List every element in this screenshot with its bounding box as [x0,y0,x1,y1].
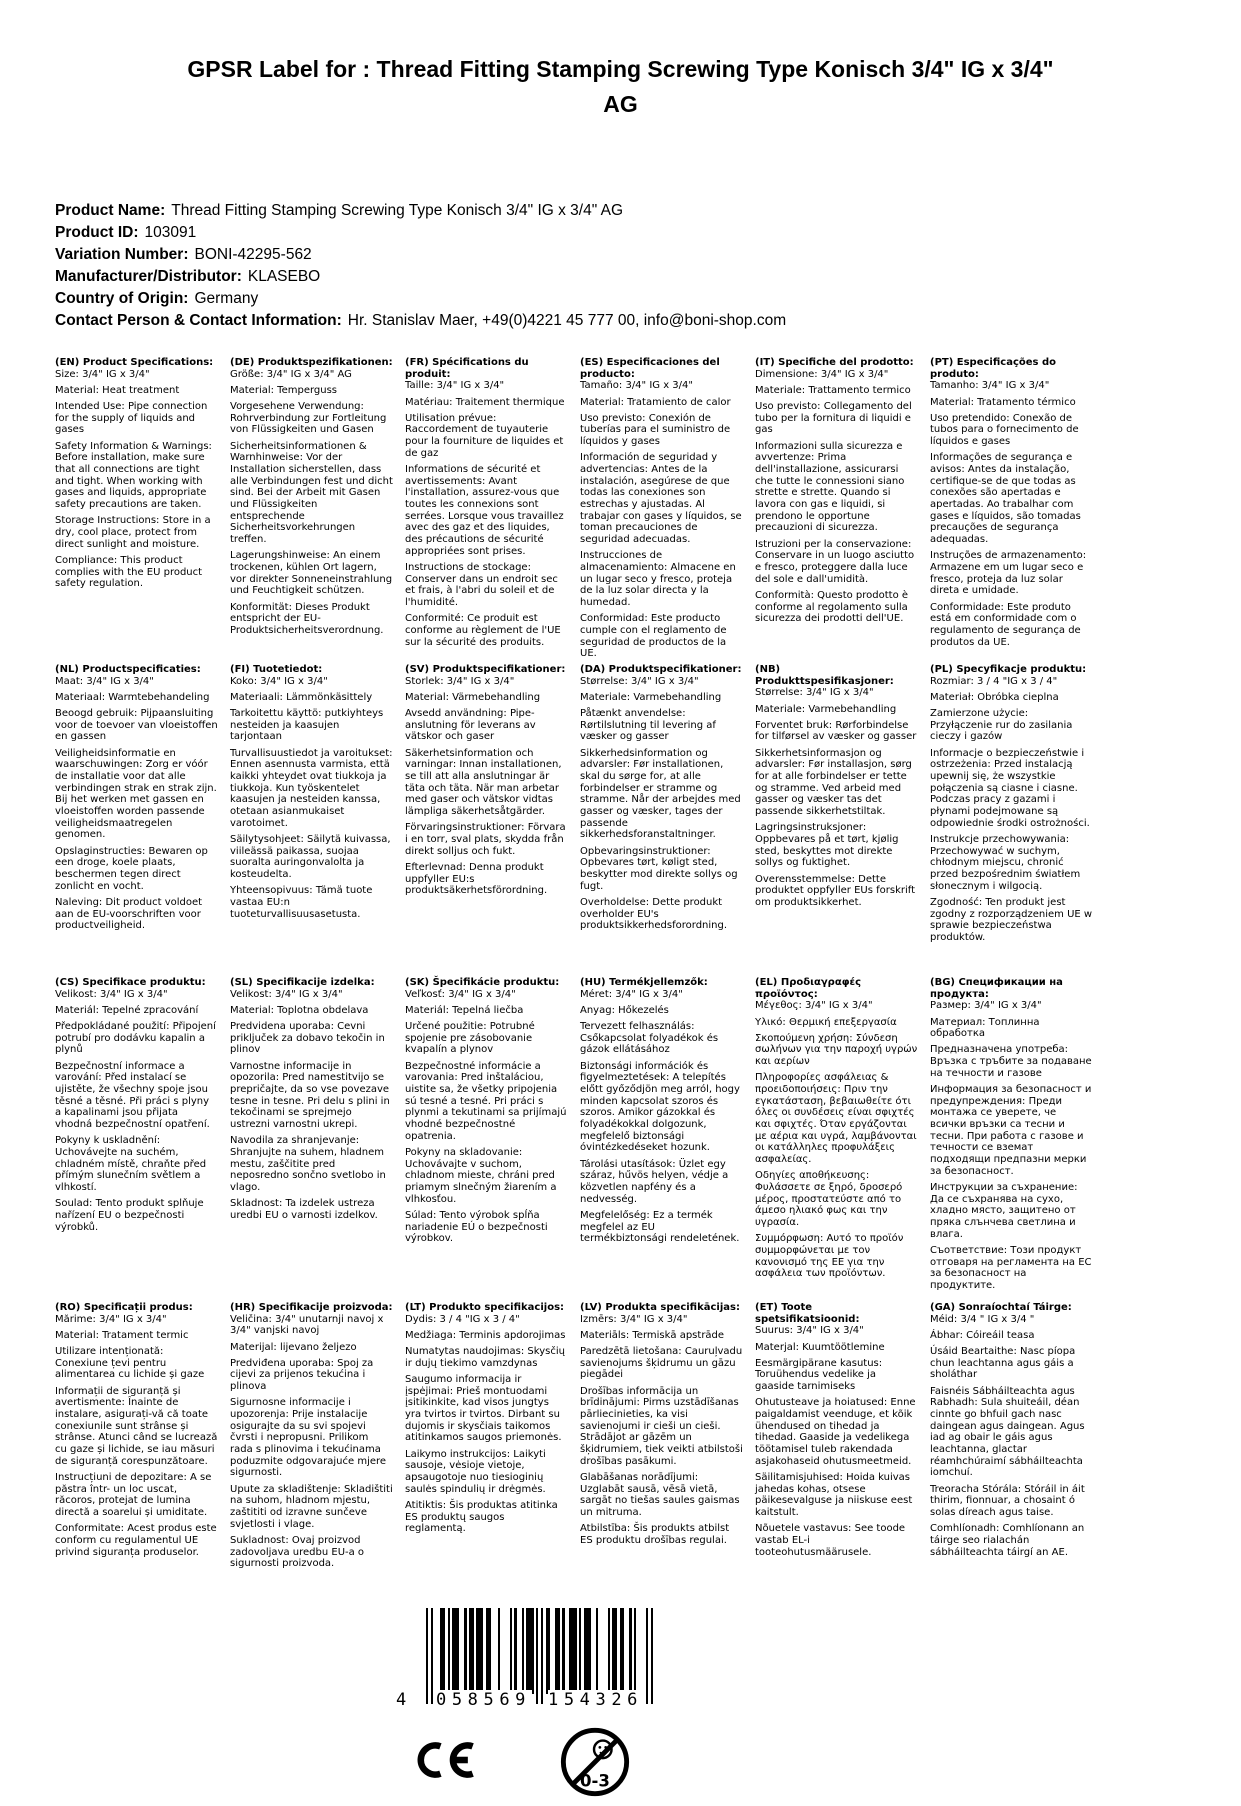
spec-paragraph: Koko: 3/4" IG x 3/4" [230,675,328,687]
spec-paragraph: Paredzētā lietošana: Cauruļvadu savienojums šķidrumu un gāzu piegādei [580,1346,743,1381]
spec-paragraph: Material: Tratamento térmico [930,396,1076,408]
spec-paragraph: Velikost: 3/4" IG x 3/4" [55,988,168,1000]
spec-block-el [755,977,918,1302]
spec-block-da [580,664,743,977]
spec-paragraph: Størrelse: 3/4" IG x 3/4" [580,675,699,687]
product-info [55,200,1181,332]
spec-heading: (SK) Špecifikácie produktu: [405,977,560,988]
product-name-value: Thread Fitting Stamping Screwing Type Konisch 3/4" IG x 3/4" AG [171,202,624,219]
spec-paragraph: Size: 3/4" IG x 3/4" [55,368,150,380]
spec-heading: (NB) Produkttspesifikasjoner: [755,664,894,687]
spec-paragraph: Påtænkt anvendelse: Rørtilslutning til levering af væsker og gasser [580,708,716,743]
spec-paragraph: Material: Värmebehandling [405,691,541,703]
spec-paragraph: Megfelelőség: Ez a termék megfelel az EU termékbiztonsági rendeletének. [580,1209,740,1245]
spec-paragraph: Eesmärgipärane kasutus: Toruühendus vedelike ja gaaside tarnimiseks [755,1357,883,1393]
spec-paragraph: Σκοπούμενη χρήση: Σύνδεση σωλήνων για την παροχή υγρών και αερίων [755,1032,918,1068]
spec-heading: (DA) Produktspecifikationer: [580,664,742,675]
spec-paragraph: Uso previsto: Conexión de tuberías para el suministro de líquidos y gases [580,412,731,448]
spec-paragraph: Matériau: Traitement thermique [405,396,565,408]
spec-block-fr [405,357,568,664]
contact-row [55,310,1181,332]
spec-paragraph: Instructions de stockage: Conserver dans un endroit sec et frais, à l'abri du soleil et de l'humidité. [405,562,558,609]
spec-block-en [55,357,218,664]
spec-paragraph: Tervezett felhasználás: Csőkapcsolat folyadékok és gázok ellátásához [580,1021,719,1056]
spec-paragraph: Maat: 3/4" IG x 3/4" [55,675,154,687]
spec-paragraph: Säilitamisjuhised: Hoida kuivas jahedas kohas, otsese päikesevalguse ja niiskuse eest kaitstult. [755,1471,913,1518]
spec-paragraph: Turvallisuustiedot ja varoitukset: Ennen asennusta varmista, että kaikki yhteydet ovat tiukkoja ja tiukkoja. Kun työskentelet kaasujen ja nesteiden kanssa, otetaan asianmukaiset varotoimet. [230,747,393,829]
spec-block-lv [580,1302,743,1642]
spec-paragraph: Uso previsto: Collegamento del tubo per la fornitura di liquidi e gas [755,401,912,436]
spec-paragraph: Ábhar: Cóireáil teasa [930,1329,1035,1341]
spec-heading: (BG) Спецификации на продукта: [930,977,1063,1000]
spec-paragraph: Dimensione: 3/4" IG x 3/4" [755,368,889,380]
age-warning-icon [558,1724,632,1800]
spec-paragraph: Informații de siguranță și avertismente: Înainte de instalare, asigurați-vă că toate conexiunile sunt strânse și strânse. Atunci când se lucrează cu gaze și lichide, se iau măsuri de siguranță corespunzătoare. [55,1385,218,1467]
spec-paragraph: Materiaal: Warmtebehandeling [55,691,210,703]
spec-heading: (CS) Specifikace produktu: [55,977,206,988]
spec-paragraph: Material: Tratament termic [55,1329,189,1341]
spec-paragraph: Οδηγίες αποθήκευσης: Φυλάσσετε σε ξηρό, δροσερό μέρος, προστατεύστε από το άμεσο ηλιακό φως και την υγρασία. [755,1170,903,1229]
spec-heading: (NL) Productspecificaties: [55,664,201,675]
spec-paragraph: Tamaño: 3/4" IG x 3/4" [580,380,693,392]
spec-paragraph: Safety Information & Warnings: Before installation, make sure that all connections are tight and tight. When working with gases and liquids, appropriate safety precautions are taken. [55,440,212,511]
spec-paragraph: Predvidena uporaba: Cevni priključek za dobavo tekočin in plinov [230,1021,385,1056]
spec-paragraph: Pokyny k uskladnění: Uchovávejte na suchém, chladném místě, chraňte před přímým slunečním světlem a vlhkostí. [55,1135,207,1193]
spec-block-ga [930,1302,1093,1642]
spec-paragraph: Информация за безопасност и предупреждения: Преди монтажа се уверете, че всички връзки са тесни и тесни. При работа с газове и течности се вземат подходящи предпазни мерки за безопасност. [930,1084,1092,1177]
manufacturer-value: KLASEBO [247,268,321,285]
spec-paragraph: Varnostne informacije in opozorila: Pred namestitvijo se prepričajte, da so vse povezave tesne in tesne. Pri delu s plini in tekočinami se sprejmejo ustrezni varnostni ukrepi. [230,1060,390,1131]
spec-heading: (EL) Προδιαγραφές προϊόντος: [755,977,862,1000]
spec-heading: (GA) Sonraíochtaí Táirge: [930,1302,1072,1313]
spec-paragraph: Medžiaga: Terminis apdorojimas [405,1329,566,1341]
spec-paragraph: Conformidade: Este produto está em conformidade com o regulamento de segurança de produtos da UE. [930,601,1081,648]
spec-paragraph: Lagerungshinweise: An einem trockenen, kühlen Ort lagern, vor direkter Sonneneinstrahlung und Feuchtigkeit schützen. [230,550,393,597]
spec-paragraph: Materiale: Varmebehandling [580,691,722,703]
spec-paragraph: Atbilstība: Šis produkts atbilst ES produktu drošības regulai. [580,1523,730,1546]
spec-block-fi [230,664,393,977]
spec-block-it [755,357,918,664]
spec-heading: (LT) Produkto specifikacijos: [405,1302,565,1313]
spec-paragraph: Istruzioni per la conservazione: Conservare in un luogo asciutto e fresco, proteggere dalla luce del sole e dall'umidità. [755,538,915,585]
spec-paragraph: Numatytas naudojimas: Skysčių ir dujų tiekimo vamzdynas [405,1346,565,1369]
spec-paragraph: Utilizare intenționată: Conexiune țevi pentru alimentarea cu lichide și gaze [55,1346,205,1381]
spec-block-nl [55,664,218,977]
spec-paragraph: Úsáid Beartaithe: Nasc píopa chun leachtanna agus gáis a sholáthar [930,1346,1076,1381]
spec-heading: (HR) Specifikacije proizvoda: [230,1302,393,1313]
spec-paragraph: Súlad: Tento výrobok spĺňa nariadenie EÚ o bezpečnosti výrobkov. [405,1209,548,1245]
variation-number-label: Variation Number: [55,246,189,263]
spec-paragraph: Určené použitie: Potrubné spojenie pre zásobovanie kvapalín a plynov [405,1021,535,1056]
spec-paragraph: Material: Heat treatment [55,384,180,396]
spec-paragraph: Izmērs: 3/4" IG x 3/4" [580,1313,688,1325]
spec-heading: (SL) Specifikacije izdelka: [230,977,375,988]
spec-paragraph: Materiál: Tepelné zpracování [55,1004,199,1016]
spec-paragraph: Säilytysohjeet: Säilytä kuivassa, viileässä paikassa, suojaa suoralta auringonvalolta ja kosteudelta. [230,833,391,880]
page-title: GPSR Label for : Thread Fitting Stamping Screwing Type Konisch 3/4" IG x 3/4" AG [187,56,1054,117]
spec-heading: (PL) Specyfikacje produktu: [930,664,1087,675]
spec-paragraph: Materiál: Tepelná liečba [405,1004,524,1016]
barcode-module [651,1608,653,1704]
ean13-left-digits: 058569 [436,1690,532,1710]
country-of-origin-label: Country of Origin: [55,290,189,307]
spec-paragraph: Dydis: 3 / 4 "IG x 3 / 4" [405,1313,520,1325]
variation-number-row [55,244,1181,266]
spec-paragraph: Předpokládané použití: Připojení potrubí pro dodávku kapalin a plynů [55,1021,216,1056]
spec-paragraph: Naleving: Dit product voldoet aan de EU-voorschriften voor productveiligheid. [55,896,203,932]
product-name-row [55,200,1181,222]
spec-paragraph: Инструкции за съхранение: Да се съхранява на сухо, хладно място, защитено от пряка слънчева светлина и влага. [930,1182,1078,1240]
spec-paragraph: Drošības informācija un brīdinājumi: Pirms uzstādīšanas pārliecinieties, ka visi savienojumi ir cieši un cieši. Strādājot ar gāzēm un šķidrumiem, tiek veikti atbilstoši drošības pasākumi. [580,1385,743,1467]
product-id-row [55,222,1181,244]
spec-heading: (RO) Specificații produs: [55,1302,193,1313]
spec-paragraph: Informazioni sulla sicurezza e avvertenze: Prima dell'installazione, assicurarsi che tutte le connessioni siano strette e strette. Quando si lavora con gas e liquidi, si prendono le opportune precauzioni di sicurezza. [755,440,905,534]
spec-paragraph: Avsedd användning: Pipe-anslutning för leverans av vätskor och gaser [405,708,536,743]
spec-block-cs [55,977,218,1302]
spec-paragraph: Veličina: 3/4" unutarnji navoj x 3/4" vanjski navoj [230,1313,384,1337]
spec-paragraph: Opslaginstructies: Bewaren op een droge, koele plaats, beschermen tegen direct zonlicht en vocht. [55,845,208,892]
spec-paragraph: Yhteensopivuus: Tämä tuote vastaa EU:n tuoteturvallisuusasetusta. [230,885,373,920]
spec-paragraph: Storage Instructions: Store in a dry, cool place, protect from direct sunlight and moisture. [55,515,211,550]
spec-paragraph: Biztonsági információk és figyelmeztetések: A telepítés előtt győződjön meg arról, hogy minden kapcsolat szoros és szoros. Amikor gázokkal és folyadékokkal dolgozunk, megfelelő biztonsági óvintézkedéseket hozunk. [580,1060,740,1154]
spec-paragraph: Glabāšanas norādījumi: Uzglabāt sausā, vēsā vietā, sargāt no tiešas saules gaismas un mitruma. [580,1471,740,1518]
spec-paragraph: Bezpečnostní informace a varování: Před instalací se ujistěte, že všechny spoje jsou těsné a těsné. Při práci s plyny a kapalinami jsou přijata vhodná bezpečnostní opatření. [55,1060,210,1131]
spec-paragraph: Suurus: 3/4" IG x 3/4" [755,1325,864,1337]
spec-block-bg [930,977,1093,1302]
contact-label: Contact Person & Contact Information: [55,312,342,329]
spec-block-sv [405,664,568,977]
spec-block-nb [755,664,918,977]
spec-block-de [230,357,393,664]
spec-paragraph: Sikkerhetsinformasjon og advarsler: Før installasjon, sørg for at alle forbindelser er tette og stramme. Ved arbeid med gasser og væsker tas det passende sikkerhetstiltak. [755,747,912,818]
spec-paragraph: Uso pretendido: Conexão de tubos para o fornecimento de líquidos e gases [930,412,1079,448]
spec-paragraph: Anyag: Hőkezelés [580,1004,669,1016]
spec-paragraph: Sigurnosne informacije i upozorenja: Prije instalacije osigurajte da su svi spojevi čvrsti i nepropusni. Prilikom rada s plinovima i tekućinama poduzmite odgovarajuće mjere sigurnosti. [230,1397,387,1479]
spec-paragraph: Συμμόρφωση: Αυτό το προϊόν συμμορφώνεται με τον κανονισμό της ΕΕ για την ασφάλεια των προϊόντων. [755,1233,904,1280]
spec-paragraph: Съответствие: Този продукт отговаря на регламента на ЕС за безопасност на продуктите. [930,1244,1092,1291]
ean13-right-digits: 154326 [548,1690,644,1710]
product-id-label: Product ID: [55,224,139,241]
spec-block-et [755,1302,918,1642]
spec-paragraph: Upute za skladištenje: Skladištiti na suhom, hladnom mjestu, zaštititi od izravne sunčeve svjetlosti i vlage. [230,1483,393,1530]
manufacturer-row [55,266,1181,288]
spec-paragraph: Konformität: Dieses Produkt entspricht der EU-Produktsicherheitsverordnung. [230,601,384,636]
spec-block-sk [405,977,568,1302]
spec-paragraph: Instrukcje przechowywania: Przechowywać w suchym, chłodnym miejscu, chronić przed bezpośrednim światłem słonecznym i wilgocią. [930,833,1081,892]
spec-paragraph: Overensstemmelse: Dette produktet oppfyller EUs forskrift om produktsikkerhet. [755,873,916,908]
spec-heading: (PT) Especificações do produto: [930,357,1056,380]
spec-paragraph: Treoracha Stórála: Stóráil in áit thirim, fionnuar, a chosaint ó solas díreach agus taise. [930,1483,1085,1518]
spec-paragraph: Materjal: Kuumtöötlemine [755,1341,885,1353]
ean13-barcode [390,1608,670,1726]
spec-paragraph: Υλικό: Θερμική επεξεργασία [755,1016,897,1028]
spec-paragraph: Размер: 3/4" IG x 3/4" [930,1000,1042,1012]
spec-paragraph: Μέγεθος: 3/4" IG x 3/4" [755,1000,873,1012]
spec-paragraph: Conformitate: Acest produs este conform cu regulamentul UE privind siguranța produselor. [55,1523,217,1558]
spec-paragraph: Tárolási utasítások: Üzlet egy száraz, hűvös helyen, védje a közvetlen napfény és a nedvesség. [580,1158,729,1205]
product-id-value: 103091 [144,224,197,241]
spec-block-ro [55,1302,218,1642]
spec-paragraph: Zamierzone użycie: Przyłączenie rur do zasilania cieczy i gazów [930,708,1073,743]
spec-paragraph: Informacje o bezpieczeństwie i ostrzeżenia: Przed instalacją upewnij się, że wszystkie połączenia są ciasne i ciasne. Podczas pracy z gazami i płynami podejmowane są odpowiednie środki ostrożności. [930,747,1090,829]
spec-grid [55,357,1190,1642]
spec-paragraph: Méid: 3/4 " IG x 3/4 " [930,1313,1035,1325]
spec-heading: (IT) Specifiche del prodotto: [755,357,914,368]
country-of-origin-row [55,288,1181,310]
spec-paragraph: Sikkerhedsinformation og advarsler: Før installationen, skal du sørge for, at alle forbindelser er stramme og stramme. Når der arbejdes med gasser og væsker, tages der passende sikkerhedsforanstaltninger. [580,747,741,841]
spec-paragraph: Utilisation prévue: Raccordement de tuyauterie pour la fourniture de liquides et de gaz [405,412,564,459]
spec-paragraph: Efterlevnad: Denna produkt uppfyller EU:s produktsäkerhetsförordning. [405,861,548,897]
spec-paragraph: Mărime: 3/4" IG x 3/4" [55,1313,167,1325]
spec-heading: (ES) Especificaciones del producto: [580,357,720,380]
spec-paragraph: Material: Temperguss [230,384,338,396]
spec-paragraph: Instrucciones de almacenamiento: Almacene en un lugar seco y fresco, proteja de la luz solar directa y la humedad. [580,550,736,609]
spec-paragraph: Taille: 3/4" IG x 3/4" [405,380,505,392]
spec-paragraph: Velikost: 3/4" IG x 3/4" [230,988,343,1000]
spec-paragraph: Materiale: Varmebehandling [755,703,897,715]
spec-paragraph: Tamanho: 3/4" IG x 3/4" [930,380,1050,392]
spec-paragraph: Rozmiar: 3 / 4 "IG x 3 / 4" [930,675,1058,687]
spec-paragraph: Материал: Топлинна обработка [930,1016,1040,1040]
spec-paragraph: Größe: 3/4" IG x 3/4" AG [230,368,352,380]
spec-paragraph: Instrucțiuni de depozitare: A se păstra într- un loc uscat, răcoros, protejat de lumina directă a soarelui și umiditate. [55,1471,212,1518]
product-name-label: Product Name: [55,202,166,219]
ean13-lead-digit: 4 [396,1690,407,1710]
spec-block-hr [230,1302,393,1642]
spec-heading: (EN) Product Specifications: [55,357,214,368]
spec-heading: (LV) Produkta specifikācijas: [580,1302,740,1313]
spec-paragraph: Tarkoitettu käyttö: putkiyhteys nesteiden ja kaasujen tarjontaan [230,708,384,743]
spec-paragraph: Informações de segurança e avisos: Antes da instalação, certifique-se de que todas as conexões são apertadas e apertadas. Ao trabalhar com gases e líquidos, são tomadas precauções de segurança adequadas. [930,452,1081,546]
spec-paragraph: Compliance: This product complies with the EU product safety regulation. [55,554,203,590]
spec-paragraph: Säkerhetsinformation och varningar: Innan installationen, se till att alla anslutningar är täta och täta. När man arbetar med gaser och vätskor vidtas lämpliga säkerhetsåtgärder. [405,747,562,818]
spec-paragraph: Saugumo informacija ir įspėjimai: Prieš montuodami įsitikinkite, kad visos jungtys yra tvirtos ir tvirtos. Dirbant su dujomis ir skysčiais taikomos atitinkamos saugos priemonės. [405,1373,562,1444]
contact-value: Hr. Stanislav Maer, +49(0)4221 45 777 00, info@boni-shop.com [347,312,787,329]
spec-paragraph: Material: Tratamiento de calor [580,396,731,408]
spec-paragraph: Conformité: Ce produit est conforme au règlement de l'UE sur la sécurité des produits. [405,613,561,648]
spec-paragraph: Forventet bruk: Rørforbindelse for tilførsel av væsker og gasser [755,719,917,743]
spec-heading: (HU) Termékjellemzők: [580,977,708,988]
spec-paragraph: Méret: 3/4" IG x 3/4" [580,988,683,1000]
spec-paragraph: Predviđena uporaba: Spoj za cijevi za prijenos tekućina i plinova [230,1357,374,1393]
spec-block-es [580,357,743,664]
spec-block-pl [930,664,1093,977]
spec-paragraph: Materiāls: Termiskā apstrāde [580,1329,725,1341]
spec-paragraph: Sicherheitsinformationen & Warnhinweise: Vor der Installation sicherstellen, dass alle Verbindungen fest und dicht sind. Bei der Arbeit mit Gasen und Flüssigkeiten entsprechende Sicherheitsvorkehrungen treffen. [230,440,393,546]
spec-paragraph: Beoogd gebruik: Pijpaansluiting voor de toevoer van vloeistoffen en gassen [55,708,218,743]
spec-heading: (FI) Tuotetiedot: [230,664,323,675]
spec-paragraph: Πληροφορίες ασφάλειας & προειδοποιήσεις: Πριν την εγκατάσταση, βεβαιωθείτε ότι όλες οι συνδέσεις είναι σφιχτές και σφιχτές. Όταν εργάζονται με αέρια και υγρά, λαμβάνονται οι κατάλληλες προφυλάξεις ασφαλείας. [755,1072,917,1166]
spec-paragraph: Instruções de armazenamento: Armazene em um lugar seco e fresco, proteja da luz solar direta e umidade. [930,550,1087,597]
spec-paragraph: Materiale: Trattamento termico [755,384,911,396]
spec-block-lt [405,1302,568,1642]
spec-block-pt [930,357,1093,664]
spec-paragraph: Ohutusteave ja hoiatused: Enne paigaldamist veenduge, et kõik ühendused on tihedad ja tihedad. Gaaside ja vedelikega töötamisel tuleb rakendada asjakohaseid ohutusmeetmeid. [755,1397,916,1467]
spec-heading: (ET) Toote spetsifikatsioonid: [755,1302,860,1325]
ce-mark-icon [413,1736,475,1784]
spec-paragraph: Información de seguridad y advertencias: Antes de la instalación, asegúrese de que todas las conexiones son estrechas y ajustadas. Al trabajar con gases y líquidos, se toman precauciones de seguridad adecuadas. [580,452,742,546]
spec-paragraph: Skladnost: Ta izdelek ustreza uredbi EU o varnosti izdelkov. [230,1198,378,1221]
spec-paragraph: Zgodność: Ten produkt jest zgodny z rozporządzeniem UE w sprawie bezpieczeństwa produktów. [930,896,1093,943]
spec-heading: (FR) Spécifications du produit: [405,357,529,380]
spec-paragraph: Предназначена употреба: Връзка с тръбите за подаване на течности и газове [930,1044,1092,1079]
spec-paragraph: Intended Use: Pipe connection for the supply of liquids and gases [55,401,208,436]
spec-paragraph: Nõuetele vastavus: See toode vastab EL-i tooteohutusmäärusele. [755,1523,906,1558]
spec-paragraph: Overholdelse: Dette produkt overholder EU's produktsikkerhedsforordning. [580,896,728,932]
spec-paragraph: Atitiktis: Šis produktas atitinka ES produktų saugos reglamentą. [405,1499,558,1535]
spec-heading: (SV) Produktspecifikationer: [405,664,566,675]
spec-paragraph: Materiał: Obróbka cieplna [930,691,1059,703]
spec-paragraph: Materijal: lijevano željezo [230,1341,357,1353]
spec-paragraph: Faisnéis Sábháilteachta agus Rabhadh: Sula shuiteáil, déan cinnte go bhfuil gach nasc daingean agus daingean. Agus iad ag obair le gáis agus leachtanna, glactar réamhchúraimí sábháilteachta iomchuí. [930,1385,1085,1479]
spec-paragraph: Comhlíonadh: Comhlíonann an táirge seo rialachán sábháilteachta táirgí an AE. [930,1523,1085,1558]
spec-paragraph: Bezpečnostné informácie a varovania: Pred inštaláciou, uistite sa, že všetky pripojenia sú tesné a tesné. Pri práci s plynmi a tekutinami sa prijímajú vhodné bezpečnostné opatrenia. [405,1060,567,1142]
country-of-origin-value: Germany [194,290,259,307]
spec-paragraph: Sukladnost: Ovaj proizvod zadovoljava uredbu EU-a o sigurnosti proizvoda. [230,1534,365,1570]
spec-block-sl [230,977,393,1302]
age-warning-text: 0-3 [580,1771,610,1791]
spec-paragraph: Informations de sécurité et avertissements: Avant l'installation, assurez-vous que toutes les connexions sont serrées. Lorsque vous travaillez avec des gaz et des liquides, des précautions de sécurité appropriées sont prises. [405,464,564,557]
spec-paragraph: Opbevaringsinstruktioner: Opbevares tørt, køligt sted, beskytter mod direkte sollys og fugt. [580,845,738,892]
spec-paragraph: Laikymo instrukcijos: Laikyti sausoje, vėsioje vietoje, apsaugotoje nuo tiesioginių saulės spindulių ir drėgmės. [405,1448,546,1495]
spec-paragraph: Navodila za shranjevanje: Shranjujte na suhem, hladnem mestu, zaščitite pred neposredno sončno svetlobo in vlago. [230,1135,386,1193]
spec-block-hu [580,977,743,1302]
spec-paragraph: Conformità: Questo prodotto è conforme al regolamento sulla sicurezza dei prodotti dell'UE. [755,589,909,625]
spec-paragraph: Veľkosť: 3/4" IG x 3/4" [405,988,516,1000]
spec-heading: (DE) Produktspezifikationen: [230,357,393,368]
spec-paragraph: Storlek: 3/4" IG x 3/4" [405,675,515,687]
spec-paragraph: Lagringsinstruksjoner: Oppbevares på et tørt, kjølig sted, beskyttes mot direkte sollys og fuktighet. [755,822,899,869]
spec-paragraph: Materiaali: Lämmönkäsittely [230,691,373,703]
spec-paragraph: Soulad: Tento produkt splňuje nařízení EU o bezpečnosti výrobků. [55,1198,204,1233]
spec-paragraph: Veiligheidsinformatie en waarschuwingen: Zorg er vóór de installatie voor dat alle verbindingen strak en strak zijn. Bij het werken met gassen en vloeistoffen worden passende veiligheidsmaatregelen genomen. [55,747,217,841]
spec-paragraph: Vorgesehene Verwendung: Rohrverbindung zur Fortleitung von Flüssigkeiten und Gasen [230,401,387,436]
spec-paragraph: Conformidad: Este producto cumple con el reglamento de seguridad de productos de la UE. [580,613,727,660]
spec-paragraph: Størrelse: 3/4" IG x 3/4" [755,687,874,699]
spec-paragraph: Material: Toplotna obdelava [230,1004,369,1016]
spec-paragraph: Pokyny na skladovanie: Uchovávajte v suchom, chladnom mieste, chráni pred priamym slnečným žiarením a vlhkosťou. [405,1146,557,1205]
variation-number-value: BONI-42295-562 [194,246,312,263]
manufacturer-label: Manufacturer/Distributor: [55,268,242,285]
spec-paragraph: Förvaringsinstruktioner: Förvara i en torr, sval plats, skydda från direkt solljus och fukt. [405,822,566,857]
